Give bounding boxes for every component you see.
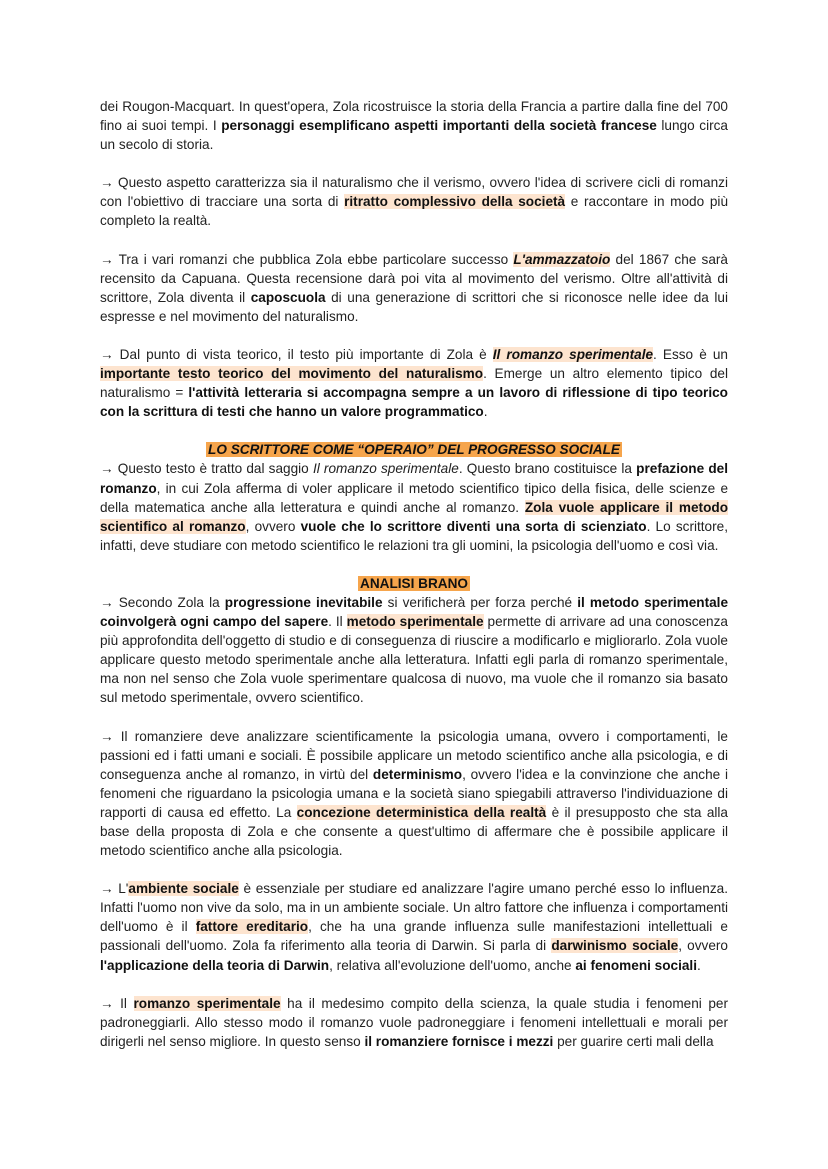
paragraph-ambiente-sociale: → L'ambiente sociale è essenziale per studiare ed analizzare l'agire umano perché esso lo influenza. Infatti l'uomo non vive da solo, ma in un ambiente sociale. Un altro fattore che influenza i comportamenti dell'uomo è il fattore ereditario, che ha una grande influenza sulle manifestazioni intellettuali e passionali dell'uomo. Zola fa riferimento alla teoria di Darwin. Si parla di darwinismo sociale, ovvero l'applicazione della teoria di Darwin, relativa all'evoluzione dell'uomo, anche ai fenomeni sociali. bbox=[100, 881, 728, 973]
bold-phrase: caposcuola bbox=[250, 289, 326, 305]
bold-phrase: ai fenomeni sociali bbox=[575, 957, 697, 973]
paragraph-progressione: → Secondo Zola la progressione inevitabile si verificherà per forza perché il metodo sperimentale coinvolgerà ogni campo del sapere. Il metodo sperimentale permette di arrivare ad una conoscenza più approfondita dell'oggetto di studio e di conseguenza di riuscire a modificarlo e migliorarlo. Zola vuole applicare questo metodo sperimentale anche alla letteratura. Infatti egli parla di romanzo sperimentale, ma non nel senso che Zola vuole sperimentare qualcosa di nuovo, ma vuole che il romanzo sia basato sul metodo sperimentale, ovvero scientifico. bbox=[100, 594, 729, 706]
paragraph-testo-teorico: → Dal punto di vista teorico, il testo più importante di Zola è Il romanzo sperimentale. Esso è un importante testo teorico del movimento del naturalismo. Emerge un altro elemento tipico del naturalismo = l'attività letteraria si accompagna sempre a un lavoro di riflessione di tipo teorico con la scrittura di testi che hanno un valore programmatico. bbox=[100, 346, 728, 420]
highlighted-phrase: ambiente sociale bbox=[128, 881, 239, 897]
paragraph-cicli-romanzi: → Questo aspetto caratterizza sia il naturalismo che il verismo, ovvero l'idea di scrivere cicli di romanzi con l'obiettivo di tracciare una sorta di ritratto complessivo della società e raccontare in modo più completo la realtà. bbox=[100, 175, 728, 229]
highlighted-phrase: ritratto complessivo della società bbox=[344, 194, 566, 210]
highlighted-phrase: metodo sperimentale bbox=[346, 614, 484, 630]
bold-phrase: l'attività letteraria si accompagna sempre a un lavoro di riflessione di tipo teorico con la scrittura di testi che hanno un valore programmatico bbox=[100, 385, 728, 420]
bold-phrase: prefazione del romanzo bbox=[100, 461, 728, 496]
paragraph-prefazione: → Questo testo è tratto dal saggio Il romanzo sperimentale. Questo brano costituisce la prefazione del romanzo, in cui Zola afferma di voler applicare il metodo scientifico tipico della fisica, delle scienze e della matematica anche alla letteratura e quindi anche al romanzo. Zola vuole applicare il metodo scientifico al romanzo, ovvero vuole che lo scrittore diventi una sorta di scienziato. Lo scrittore, infatti, deve studiare con metodo scientifico le relazioni tra gli uomini, la psicologia dell'uomo e così via. bbox=[100, 461, 728, 553]
highlighted-phrase: romanzo sperimentale bbox=[133, 995, 281, 1011]
section-heading-scrittore-operaio: LO SCRITTORE COME “OPERAIO” DEL PROGRESSO SOCIALE bbox=[208, 442, 620, 458]
highlighted-phrase: fattore ereditario bbox=[195, 919, 309, 935]
italic-title: Il romanzo sperimentale bbox=[312, 461, 459, 477]
bold-phrase: personaggi esemplificano aspetti importanti della società francese bbox=[221, 118, 657, 134]
section-heading-analisi-brano: ANALISI BRANO bbox=[360, 575, 468, 591]
highlighted-phrase: Zola vuole applicare il metodo scientifico al romanzo bbox=[100, 499, 728, 534]
highlighted-title: Il romanzo sperimentale bbox=[492, 346, 654, 362]
paragraph-determinismo: → Il romanziere deve analizzare scientificamente la psicologia umana, ovvero i comportamenti, le passioni ed i fatti umani e sociali. È possibile applicare un metodo scientifico anche alla psicologia, e di conseguenza anche al romanzo, in virtù del determinismo, ovvero l'idea e la convinzione che anche i fenomeni che riguardano la psicologia umana e la società siano spiegabili attraverso l'individuazione di rapporti di causa ed effetto. La concezione deterministica della realtà è il presupposto che sta alla base della proposta di Zola e che consente a quest'ultimo di affermare che è possibile applicare il metodo scientifico anche alla psicologia. bbox=[100, 728, 728, 859]
paragraph-rougon-macquart: dei Rougon-Macquart. In quest'opera, Zola ricostruisce la storia della Francia a partire dalla fine del 700 fino ai suoi tempi. I personaggi esemplificano aspetti importanti della società francese lungo circa un secolo di storia. bbox=[100, 99, 728, 153]
bold-phrase: determinismo bbox=[372, 766, 463, 782]
highlighted-title: L'ammazzatoio bbox=[513, 251, 611, 267]
bold-phrase: vuole che lo scrittore diventi una sorta di scienziato bbox=[300, 518, 647, 534]
paragraph-ammazzatoio: → Tra i vari romanzi che pubblica Zola ebbe particolare successo L'ammazzatoio del 1867 che sarà recensito da Capuana. Questa recensione darà poi vita al movimento del verismo. Oltre all'attività di scrittore, Zola diventa il caposcuola di una generazione di scrittori che si riconosce nelle idee da lui espresse e nel movimento del naturalismo. bbox=[100, 251, 728, 324]
bold-phrase: il romanziere fornisce i mezzi bbox=[364, 1033, 554, 1049]
bold-phrase: l'applicazione della teoria di Darwin bbox=[100, 957, 330, 973]
bold-phrase: il metodo sperimentale coinvolgerà ogni campo del sapere bbox=[100, 594, 729, 630]
highlighted-phrase: concezione deterministica della realtà bbox=[296, 804, 547, 820]
highlighted-phrase: darwinismo sociale bbox=[551, 938, 679, 954]
highlighted-phrase: importante testo teorico del movimento del naturalismo bbox=[100, 366, 484, 382]
paragraph-romanzo-sperimentale: → Il romanzo sperimentale ha il medesimo compito della scienza, la quale studia i fenomeni per padroneggiarli. Allo stesso modo il romanzo vuole padroneggiare i fenomeni intellettuali e morali per dirigerli nel senso migliore. In questo senso il romanziere fornisce i mezzi per guarire certi mali della bbox=[100, 995, 728, 1049]
bold-phrase: progressione inevitabile bbox=[224, 594, 383, 610]
